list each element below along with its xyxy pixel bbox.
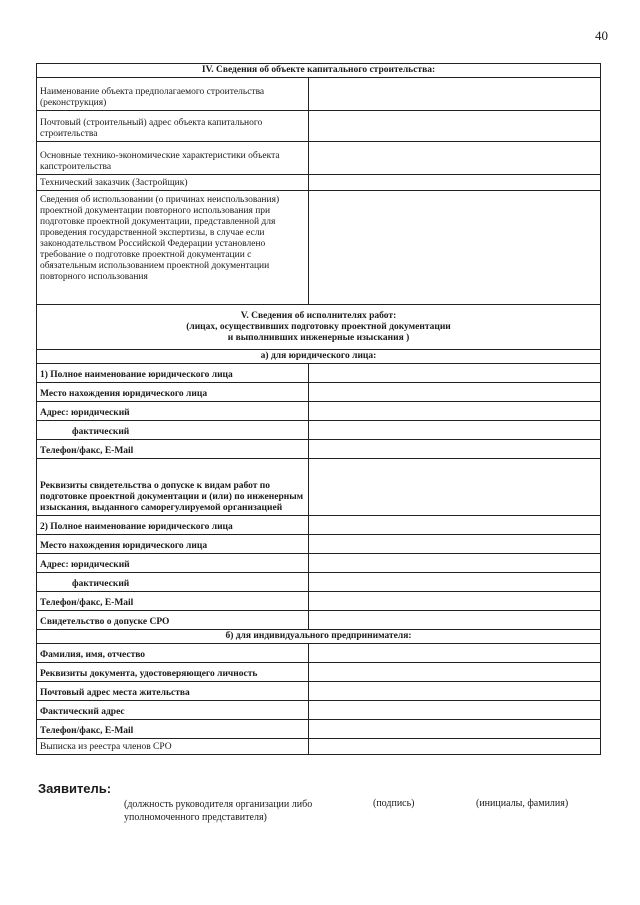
initials-caption: (инициалы, фамилия) (476, 798, 569, 809)
field-label-entity1-phone: Телефон/факс, E-Mail (37, 440, 309, 459)
field-value-postal-address[interactable] (309, 682, 601, 701)
section-5-subtitle-2: и выполнивших инженерные изыскания ) (227, 332, 410, 343)
field-value-sro-extract[interactable] (309, 739, 601, 755)
field-label-full-name: Фамилия, имя, отчество (37, 644, 309, 663)
field-label-individual-phone: Телефон/факс, E-Mail (37, 720, 309, 739)
field-value-technical-customer[interactable] (309, 175, 601, 191)
section-5-header (37, 305, 601, 350)
applicant-title: Заявитель: (38, 781, 112, 796)
field-value-tech-characteristics[interactable] (309, 142, 601, 175)
field-label-entity2-certificate: Свидетельство о допуске СРО (37, 611, 309, 630)
field-label-entity2-name: 2) Полное наименование юридического лица (37, 516, 309, 535)
section-4-title: IV. Сведения об объекте капитального строительства: (37, 64, 601, 78)
field-value-entity1-location[interactable] (309, 383, 601, 402)
field-label-entity2-address-actual: фактический (37, 573, 309, 592)
field-label-technical-customer: Технический заказчик (Застройщик) (37, 175, 309, 191)
field-label-sro-extract: Выписка из реестра членов СРО (37, 739, 309, 755)
page-number: 40 (595, 28, 608, 43)
field-label-tech-characteristics: Основные технико-экономические характеристики объекта капстроительства (37, 142, 309, 175)
field-value-object-address[interactable] (309, 111, 601, 142)
field-label-entity1-certificate: Реквизиты свидетельства о допуске к видам работ по подготовке проектной документации и (или) по инженерным изыскания, выданного саморегулируемой организацией (37, 459, 309, 516)
field-label-postal-address: Почтовый адрес места жительства (37, 682, 309, 701)
field-label-actual-address: Фактический адрес (37, 701, 309, 720)
field-value-entity1-name[interactable] (309, 364, 601, 383)
field-value-full-name[interactable] (309, 644, 601, 663)
field-label-entity1-location: Место нахождения юридического лица (37, 383, 309, 402)
field-label-entity1-name: 1) Полное наименование юридического лица (37, 364, 309, 383)
field-label-identity-document: Реквизиты документа, удостоверяющего личность (37, 663, 309, 682)
field-label-entity1-address-actual: фактический (37, 421, 309, 440)
field-label-entity1-address-legal: Адрес: юридический (37, 402, 309, 421)
field-label-object-name: Наименование объекта предполагаемого строительства (реконструкция) (37, 78, 309, 111)
field-label-entity2-address-legal: Адрес: юридический (37, 554, 309, 573)
section-5-title: V. Сведения об исполнителях работ: (240, 310, 397, 321)
legal-entity-heading: а) для юридического лица: (37, 350, 601, 364)
field-label-reuse-documentation: Сведения об использовании (о причинах неиспользования) проектной документации повторного использования при подготовке проектной документации, представленной для проведения государственной экспертизы, в случае если законодательством Российской Федерации установлено требование о подготовке проектной документации с обязательным использованием проектной документации повторного использования (37, 191, 309, 305)
field-value-identity-document[interactable] (309, 663, 601, 682)
field-value-actual-address[interactable] (309, 701, 601, 720)
field-value-entity2-name[interactable] (309, 516, 601, 535)
signature-caption: (подпись) (373, 798, 415, 809)
individual-heading: б) для индивидуального предпринимателя: (37, 630, 601, 644)
field-value-object-name[interactable] (309, 78, 601, 111)
field-value-individual-phone[interactable] (309, 720, 601, 739)
field-value-entity1-address-legal[interactable] (309, 402, 601, 421)
section-5-subtitle-1: (лицах, осуществивших подготовку проектной документации (186, 321, 451, 332)
field-value-entity1-address-actual[interactable] (309, 421, 601, 440)
field-value-entity2-phone[interactable] (309, 592, 601, 611)
field-value-entity1-certificate[interactable] (309, 459, 601, 516)
field-value-entity2-address-actual[interactable] (309, 573, 601, 592)
field-value-entity2-address-legal[interactable] (309, 554, 601, 573)
field-label-entity2-phone: Телефон/факс, E-Mail (37, 592, 309, 611)
field-value-entity1-phone[interactable] (309, 440, 601, 459)
field-value-entity2-certificate[interactable] (309, 611, 601, 630)
application-form-table (36, 63, 601, 755)
field-label-object-address: Почтовый (строительный) адрес объекта капитального строительства (37, 111, 309, 142)
signature-position-caption: (должность руководителя организации либо уполномоченного представителя) (124, 799, 313, 823)
field-value-reuse-documentation[interactable] (309, 191, 601, 305)
field-value-entity2-location[interactable] (309, 535, 601, 554)
field-label-entity2-location: Место нахождения юридического лица (37, 535, 309, 554)
